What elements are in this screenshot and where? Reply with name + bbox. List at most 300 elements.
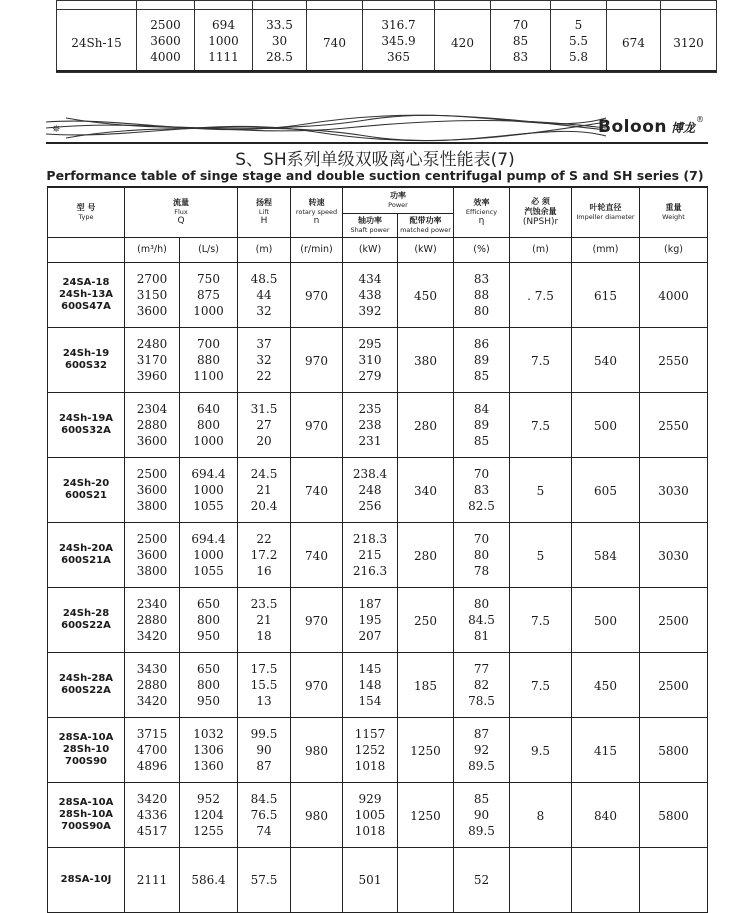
value: 392	[358, 303, 382, 318]
table-row	[48, 522, 708, 587]
value: 3030	[658, 549, 689, 563]
lift-cell	[253, 10, 307, 73]
value: 15.5	[250, 677, 278, 692]
value: 4700	[136, 742, 168, 757]
type-label: 600S47A	[61, 300, 111, 312]
value: 280	[414, 549, 437, 563]
shaft-power-cell	[343, 262, 398, 327]
value: 8	[536, 809, 545, 823]
value: 17.2	[250, 547, 278, 562]
matched-power-cell	[398, 262, 454, 327]
type-cell	[48, 717, 125, 782]
speed-cell	[291, 847, 343, 912]
flux-m3h-cell	[125, 522, 180, 587]
header-label: 功率	[390, 191, 406, 201]
value: 3150	[136, 287, 168, 302]
header-label: 叶轮直径	[589, 203, 622, 213]
impeller-cell	[572, 782, 640, 847]
value: 2304	[136, 401, 168, 416]
value: 238.4	[352, 466, 388, 481]
value: 3420	[136, 628, 168, 643]
type-label: 600S21A	[61, 554, 111, 566]
value: 1005	[354, 807, 386, 822]
type-label: 24Sh-19A	[58, 412, 114, 424]
matched-power-cell	[398, 782, 454, 847]
value: 48.5	[250, 271, 278, 286]
value: 420	[451, 35, 474, 50]
header-sublabel: matched power	[400, 226, 451, 234]
impeller-cell	[572, 262, 640, 327]
value: 694.4	[191, 466, 226, 481]
value: 23.5	[250, 596, 278, 611]
value: 87	[473, 726, 490, 741]
value: 76.5	[250, 807, 278, 822]
value: 22	[256, 368, 272, 383]
lift-cell	[238, 587, 291, 652]
value: 3420	[136, 791, 168, 806]
flux-ls-cell	[195, 10, 253, 73]
value: 5800	[658, 744, 689, 758]
flux-m3h-cell	[125, 587, 180, 652]
value: 586.4	[191, 872, 226, 887]
lift-cell	[238, 392, 291, 457]
speed-cell	[291, 652, 343, 717]
lift-cell	[238, 782, 291, 847]
unit-flux-m3h: (m³/h)	[125, 237, 180, 262]
registered-mark: ®	[696, 114, 704, 124]
value: 82	[473, 677, 490, 692]
value: 615	[594, 289, 617, 303]
value: 980	[305, 744, 328, 758]
value: 32	[256, 352, 272, 367]
header-symbol: (NPSH)r	[522, 216, 559, 227]
value: 3600	[136, 482, 168, 497]
value: 5.8	[568, 50, 589, 64]
header-shaft-power	[343, 213, 398, 237]
value: 1055	[193, 498, 224, 513]
speed-cell	[291, 392, 343, 457]
value: 1250	[410, 809, 441, 823]
type-cell	[48, 262, 125, 327]
brand-chinese-name: 博龙	[670, 120, 695, 135]
value: 501	[358, 872, 382, 887]
value: 85	[473, 368, 490, 383]
value: 279	[358, 368, 382, 383]
header-lift	[238, 187, 291, 237]
table-row	[48, 652, 708, 717]
value: 81	[473, 628, 490, 643]
impeller-cell	[572, 327, 640, 392]
npsh-cell	[510, 717, 572, 782]
efficiency-cell	[454, 587, 510, 652]
type-cell	[48, 847, 125, 912]
matched-power-cell	[398, 522, 454, 587]
value: 195	[358, 612, 382, 627]
value: 85	[473, 433, 490, 448]
value: 875	[197, 287, 220, 302]
header-power	[343, 187, 454, 213]
value: 86	[473, 336, 490, 351]
header-matched-power	[398, 213, 454, 237]
type-label: 24Sh-28	[62, 607, 110, 619]
speed-cell	[307, 10, 363, 73]
value: 18	[256, 628, 272, 643]
matched-power-cell	[398, 392, 454, 457]
value: 187	[358, 596, 382, 611]
header-label: 型 号	[76, 203, 96, 213]
type-label: 24Sh-15	[71, 35, 122, 50]
type-label: 600S21	[65, 489, 107, 501]
matched-power-cell	[398, 327, 454, 392]
value: 57.5	[250, 872, 278, 887]
value: 316.7	[381, 18, 416, 32]
type-label: 28SA-10J	[60, 873, 112, 885]
weight-cell	[640, 522, 708, 587]
value: 248	[358, 482, 382, 497]
type-label: 24Sh-28A	[58, 672, 114, 684]
shaft-power-cell	[343, 522, 398, 587]
value: 3800	[136, 563, 168, 578]
value: 380	[414, 354, 437, 368]
unit-matched: (kW)	[398, 237, 454, 262]
flux-ls-cell	[180, 587, 238, 652]
value: 295	[358, 336, 382, 351]
header-type	[48, 187, 125, 237]
value: 1252	[354, 742, 386, 757]
header-label: 效率	[473, 197, 490, 207]
flux-m3h-cell	[125, 782, 180, 847]
value: 740	[305, 549, 328, 563]
units-row	[48, 237, 708, 262]
npsh-cell	[551, 10, 607, 73]
value: 99.5	[250, 726, 278, 741]
value: 37	[256, 336, 272, 351]
value: 7.5	[530, 419, 551, 433]
value: 438	[358, 287, 382, 302]
npsh-cell	[510, 262, 572, 327]
flux-m3h-cell	[125, 717, 180, 782]
value: 3030	[658, 484, 689, 498]
table-title-english: Performance table of singe stage and double suction centrifugal pump of S and SH series (7)	[46, 168, 704, 183]
speed-cell	[291, 717, 343, 782]
value: 540	[594, 354, 617, 368]
weight-cell	[640, 457, 708, 522]
value: 970	[305, 289, 328, 303]
value: 21	[256, 482, 272, 497]
table-row	[48, 847, 708, 912]
value: 2480	[136, 336, 168, 351]
flux-ls-cell	[180, 392, 238, 457]
value: 345.9	[381, 34, 416, 48]
type-label: 28Sh-10A	[58, 808, 114, 820]
value: 584	[594, 549, 617, 563]
table-row	[48, 587, 708, 652]
value: 84.5	[250, 791, 278, 806]
value: 950	[197, 628, 220, 643]
header-label: 配带功率	[409, 216, 442, 225]
value: 4000	[150, 50, 181, 64]
weight-cell	[661, 10, 717, 73]
value: 1000	[193, 547, 224, 562]
header-label: 汽蚀余量	[524, 206, 557, 216]
value: 77	[473, 661, 490, 676]
value: 154	[358, 693, 382, 708]
value: 2500	[658, 614, 689, 628]
efficiency-cell	[491, 10, 551, 73]
header-row-1	[48, 187, 708, 213]
header-impeller	[572, 187, 640, 237]
unit-shaft: (kW)	[343, 237, 398, 262]
speed-cell	[291, 327, 343, 392]
efficiency-cell	[454, 717, 510, 782]
npsh-cell	[510, 847, 572, 912]
value: 5	[536, 484, 545, 498]
header-label: 转速	[308, 197, 325, 207]
matched-power-cell	[398, 717, 454, 782]
value: 17.5	[250, 661, 278, 676]
header-sublabel: Lift	[258, 207, 270, 216]
type-label: 600S32A	[61, 424, 111, 436]
value: 800	[197, 612, 220, 627]
value: 4336	[136, 807, 168, 822]
value: 5800	[658, 809, 689, 823]
value: 4517	[136, 823, 168, 838]
value: 20	[256, 433, 272, 448]
value: 89	[473, 352, 490, 367]
value: 2700	[136, 271, 168, 286]
header-sublabel: Efficiency	[465, 207, 498, 216]
brand-logo	[598, 114, 704, 137]
value: 800	[197, 677, 220, 692]
value: 310	[358, 352, 382, 367]
impeller-cell	[572, 522, 640, 587]
value: 434	[358, 271, 382, 286]
type-cell	[48, 652, 125, 717]
type-label: 28SA-10A	[58, 731, 114, 743]
header-label: 流量	[173, 197, 189, 207]
type-cell	[57, 10, 137, 73]
value: 9.5	[530, 744, 551, 758]
value: 21	[256, 612, 272, 627]
lift-cell	[238, 457, 291, 522]
value: 32	[256, 303, 272, 318]
value: 78	[473, 563, 490, 578]
value: 2340	[136, 596, 168, 611]
value: 20.4	[250, 498, 278, 513]
value: 2111	[136, 872, 168, 887]
type-cell	[48, 457, 125, 522]
header-label: 重量	[665, 203, 682, 213]
value: 3600	[136, 303, 168, 318]
matched-power-cell	[398, 847, 454, 912]
efficiency-cell	[454, 392, 510, 457]
value: 1032	[193, 726, 224, 741]
table-row	[48, 327, 708, 392]
impeller-cell	[607, 10, 661, 73]
header-sublabel: Type	[78, 213, 94, 222]
table-row	[48, 782, 708, 847]
matched-power-cell	[398, 652, 454, 717]
header-banner	[46, 114, 708, 144]
speed-cell	[291, 522, 343, 587]
npsh-cell	[510, 587, 572, 652]
value: 85	[512, 34, 529, 48]
value: 7.5	[530, 614, 551, 628]
value: 2500	[658, 679, 689, 693]
unit-flux-ls: (L/s)	[180, 237, 238, 262]
svg-text:✵: ✵	[52, 124, 61, 135]
value: 231	[358, 433, 382, 448]
flux-ls-cell	[180, 327, 238, 392]
value: 84	[473, 401, 490, 416]
value: 800	[197, 417, 220, 432]
header-sublabel: Weight	[662, 213, 685, 222]
impeller-cell	[572, 717, 640, 782]
type-label: 24SA-18	[62, 276, 110, 288]
value: 2500	[136, 466, 168, 481]
lift-cell	[238, 847, 291, 912]
shaft-power-cell	[343, 327, 398, 392]
shaft-power-cell	[343, 652, 398, 717]
value: 44	[256, 287, 272, 302]
header-label: 扬程	[256, 197, 272, 207]
performance-table	[47, 186, 708, 913]
value: 970	[305, 614, 328, 628]
value: 674	[622, 35, 645, 50]
flux-ls-cell	[180, 652, 238, 717]
value: 87	[256, 758, 272, 773]
value: 83	[473, 482, 490, 497]
efficiency-cell	[454, 522, 510, 587]
value: 1000	[193, 433, 224, 448]
value: 89.5	[468, 758, 495, 773]
value: 3430	[136, 661, 168, 676]
value: 450	[594, 679, 617, 693]
value: 3600	[150, 34, 181, 48]
value: 85	[473, 791, 490, 806]
value: 256	[358, 498, 382, 513]
weight-cell	[640, 652, 708, 717]
value: 952	[197, 791, 220, 806]
value: 88	[473, 287, 490, 302]
unit-eff: (%)	[454, 237, 510, 262]
value: 1255	[193, 823, 224, 838]
value: 694.4	[191, 531, 226, 546]
value: 84.5	[468, 612, 495, 627]
flux-m3h-cell	[125, 457, 180, 522]
value: 700	[197, 336, 220, 351]
value: 80	[473, 303, 490, 318]
value: 3600	[136, 433, 168, 448]
value: 1250	[410, 744, 441, 758]
value: 2550	[658, 354, 689, 368]
value: 52	[473, 872, 490, 887]
value: 78.5	[468, 693, 495, 708]
npsh-cell	[510, 652, 572, 717]
shaft-power-cell	[343, 782, 398, 847]
value: 83	[512, 50, 529, 64]
brand-name: Boloon	[598, 117, 667, 137]
value: 1204	[193, 807, 224, 822]
value: 3120	[673, 35, 704, 50]
value: 929	[358, 791, 382, 806]
value: 80	[473, 547, 490, 562]
shaft-power-cell	[343, 457, 398, 522]
value: 235	[358, 401, 382, 416]
value: 2500	[150, 18, 181, 32]
value: 218.3	[352, 531, 388, 546]
unit-lift: (m)	[238, 237, 291, 262]
value: 33.5	[266, 18, 293, 32]
table-row	[48, 262, 708, 327]
speed-cell	[291, 457, 343, 522]
unit-weight: (kg)	[640, 237, 708, 262]
efficiency-cell	[454, 847, 510, 912]
value: 340	[414, 484, 437, 498]
value: 1360	[193, 758, 224, 773]
impeller-cell	[572, 587, 640, 652]
value: 1018	[354, 823, 386, 838]
type-label: 24Sh-20	[62, 477, 110, 489]
value: 650	[197, 596, 220, 611]
shaft-power-cell	[363, 10, 435, 73]
value: 5	[574, 18, 583, 32]
efficiency-cell	[454, 327, 510, 392]
value: 500	[594, 419, 617, 433]
impeller-cell	[572, 847, 640, 912]
performance-table-body	[48, 262, 708, 912]
value: 750	[197, 271, 220, 286]
table-row	[57, 10, 717, 73]
value: 70	[473, 531, 490, 546]
value: 1055	[193, 563, 224, 578]
shaft-power-cell	[343, 847, 398, 912]
value: 70	[512, 18, 529, 32]
value: 2880	[136, 612, 168, 627]
value: 415	[594, 744, 617, 758]
header-efficiency	[454, 187, 510, 237]
value: 215	[358, 547, 382, 562]
value: 2880	[136, 677, 168, 692]
value: 82.5	[468, 498, 495, 513]
value: 1111	[208, 50, 239, 64]
value: 90	[473, 807, 490, 822]
shaft-power-cell	[343, 392, 398, 457]
speed-cell	[291, 782, 343, 847]
flux-m3h-cell	[125, 327, 180, 392]
flux-m3h-cell	[125, 262, 180, 327]
value: 70	[473, 466, 490, 481]
header-speed	[291, 187, 343, 237]
value: 5.5	[568, 34, 589, 48]
flux-ls-cell	[180, 522, 238, 587]
performance-table-container	[47, 186, 707, 887]
type-cell	[48, 327, 125, 392]
table-row	[48, 717, 708, 782]
weight-cell	[640, 717, 708, 782]
value: 92	[473, 742, 490, 757]
type-cell	[48, 587, 125, 652]
value: 980	[305, 809, 328, 823]
value: 24.5	[250, 466, 278, 481]
value: 90	[256, 742, 272, 757]
matched-power-cell	[435, 10, 491, 73]
value: 740	[323, 35, 346, 50]
header-sublabel: Flux	[174, 207, 188, 216]
header-sublabel: rotary speed	[295, 207, 338, 216]
weight-cell	[640, 327, 708, 392]
header-sublabel: Power	[388, 201, 408, 210]
